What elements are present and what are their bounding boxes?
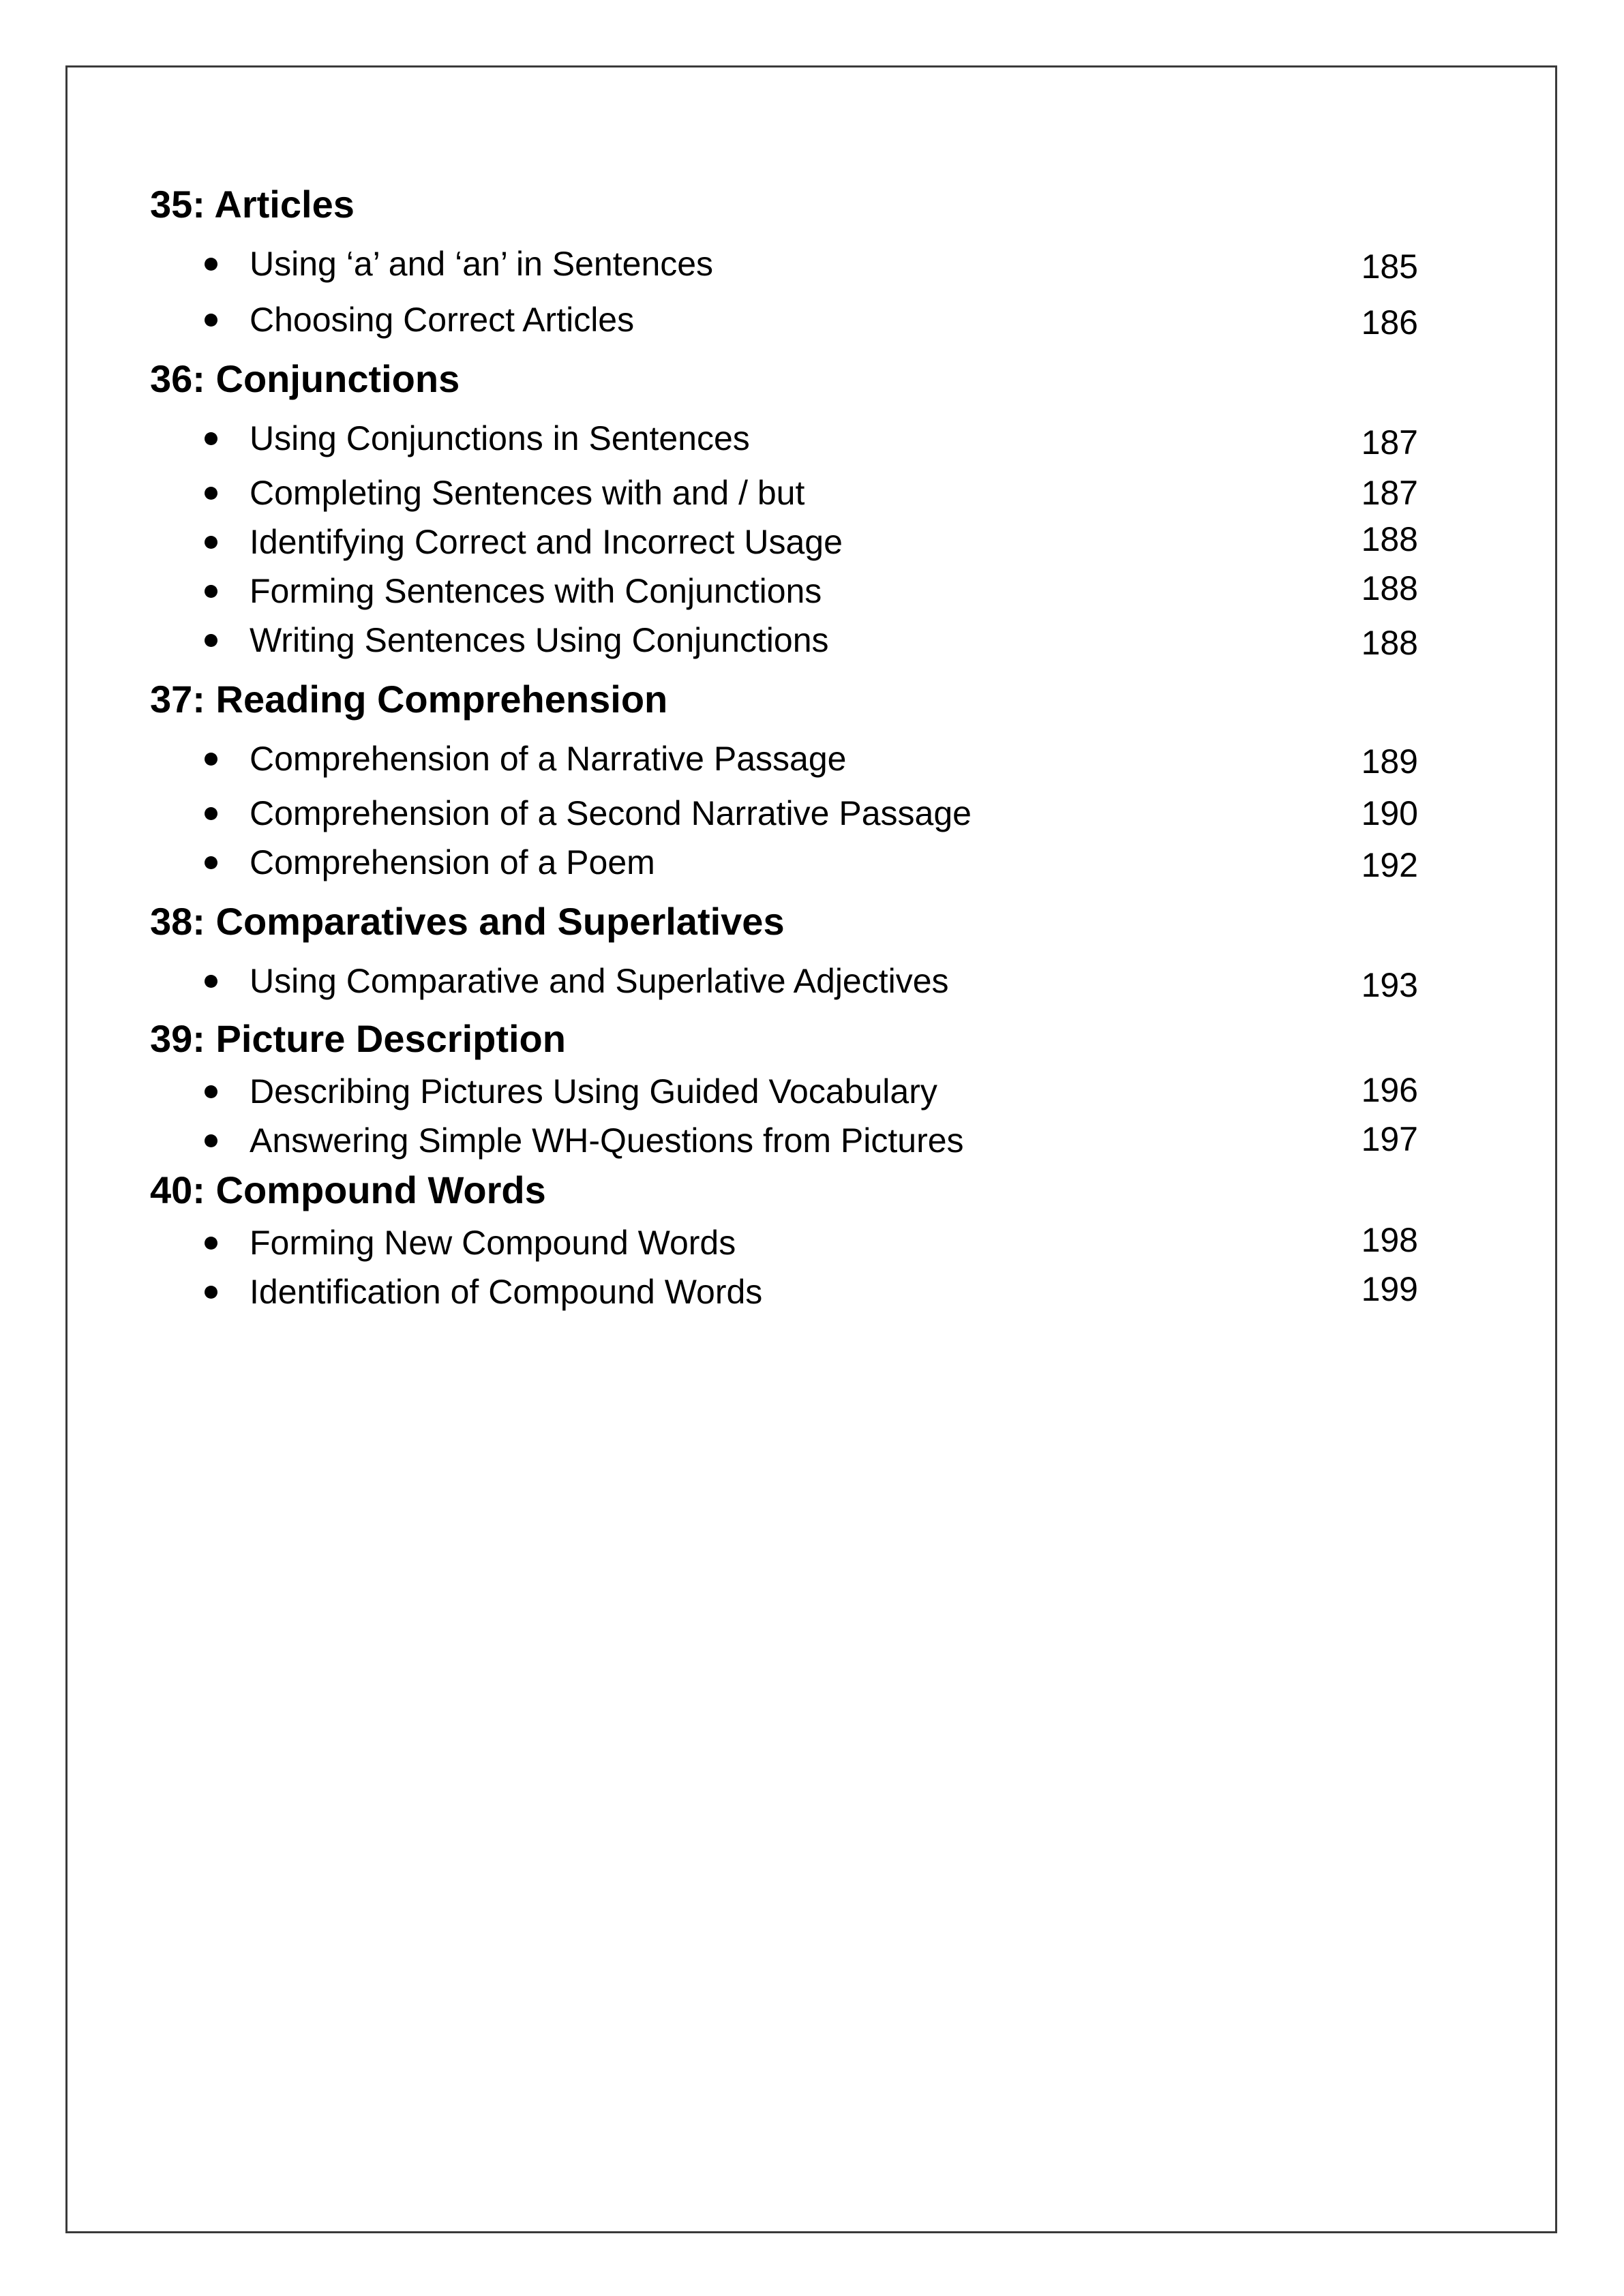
bullet-icon bbox=[205, 1085, 217, 1098]
entry-label: Forming New Compound Words bbox=[250, 1224, 736, 1262]
entry-page-number: 188 bbox=[1361, 520, 1418, 558]
entry-page-number: 188 bbox=[1361, 624, 1418, 662]
bullet-icon bbox=[205, 258, 217, 271]
toc-entry[interactable] bbox=[198, 1221, 1418, 1267]
bullet-icon bbox=[205, 432, 217, 445]
toc-entry[interactable] bbox=[198, 476, 1418, 517]
entry-page-number: 193 bbox=[1361, 966, 1418, 1004]
bullet-icon bbox=[205, 1134, 217, 1147]
toc-entry[interactable] bbox=[198, 421, 1418, 462]
entry-label: Using Comparative and Superlative Adjectives bbox=[250, 962, 949, 1000]
entry-page-number: 186 bbox=[1361, 303, 1418, 342]
entry-label: Comprehension of a Narrative Passage bbox=[250, 740, 847, 778]
entry-page-number: 189 bbox=[1361, 742, 1418, 781]
toc-entry[interactable] bbox=[198, 1071, 1418, 1115]
entry-label: Writing Sentences Using Conjunctions bbox=[250, 621, 829, 659]
toc-entry[interactable] bbox=[198, 303, 1418, 344]
entry-label: Answering Simple WH-Questions from Pictures bbox=[250, 1121, 964, 1160]
chapter-title: 39: Picture Description bbox=[150, 1017, 566, 1060]
entry-page-number: 188 bbox=[1361, 569, 1418, 607]
toc-entry[interactable] bbox=[198, 623, 1418, 664]
entry-label: Forming Sentences with Conjunctions bbox=[250, 572, 822, 610]
toc-entry[interactable] bbox=[198, 247, 1418, 288]
chapter-title: 36: Conjunctions bbox=[150, 357, 460, 400]
bullet-icon bbox=[205, 807, 217, 820]
entry-label: Describing Pictures Using Guided Vocabulary bbox=[250, 1072, 937, 1111]
toc-entry[interactable] bbox=[198, 742, 1418, 783]
toc-entry[interactable] bbox=[198, 1270, 1418, 1316]
entry-label: Choosing Correct Articles bbox=[250, 301, 635, 339]
entry-label: Using ‘a’ and ‘an’ in Sentences bbox=[250, 245, 714, 283]
bullet-icon bbox=[205, 1237, 217, 1250]
entry-page-number: 187 bbox=[1361, 423, 1418, 462]
chapter-title: 35: Articles bbox=[150, 183, 355, 226]
entry-page-number: 197 bbox=[1361, 1120, 1418, 1158]
entry-page-number: 187 bbox=[1361, 474, 1418, 512]
entry-page-number: 185 bbox=[1361, 247, 1418, 286]
entry-page-number: 190 bbox=[1361, 794, 1418, 832]
entry-label: Using Conjunctions in Sentences bbox=[250, 419, 750, 457]
entry-label: Comprehension of a Poem bbox=[250, 843, 655, 881]
chapter-title: 40: Compound Words bbox=[150, 1168, 546, 1211]
entry-page-number: 199 bbox=[1361, 1270, 1418, 1308]
toc-entry[interactable] bbox=[198, 569, 1418, 615]
entry-label: Identification of Compound Words bbox=[250, 1273, 763, 1311]
bullet-icon bbox=[205, 536, 217, 549]
toc-entry[interactable] bbox=[198, 964, 1418, 1005]
toc-entry[interactable] bbox=[198, 1120, 1418, 1164]
entry-label: Comprehension of a Second Narrative Passage bbox=[250, 794, 972, 832]
chapter-title: 37: Reading Comprehension bbox=[150, 678, 668, 721]
bullet-icon bbox=[205, 487, 217, 500]
bullet-icon bbox=[205, 753, 217, 766]
bullet-icon bbox=[205, 975, 217, 988]
toc-entry[interactable] bbox=[198, 520, 1418, 566]
chapter-title: 38: Comparatives and Superlatives bbox=[150, 900, 785, 943]
entry-page-number: 198 bbox=[1361, 1221, 1418, 1259]
entry-label: Completing Sentences with and / but bbox=[250, 474, 805, 512]
entry-page-number: 196 bbox=[1361, 1071, 1418, 1109]
entry-label: Identifying Correct and Incorrect Usage bbox=[250, 523, 843, 561]
bullet-icon bbox=[205, 314, 217, 327]
toc-entry[interactable] bbox=[198, 796, 1418, 837]
toc-entry[interactable] bbox=[198, 845, 1418, 886]
bullet-icon bbox=[205, 585, 217, 598]
entry-page-number: 192 bbox=[1361, 846, 1418, 884]
bullet-icon bbox=[205, 1286, 217, 1299]
bullet-icon bbox=[205, 634, 217, 647]
bullet-icon bbox=[205, 856, 217, 869]
